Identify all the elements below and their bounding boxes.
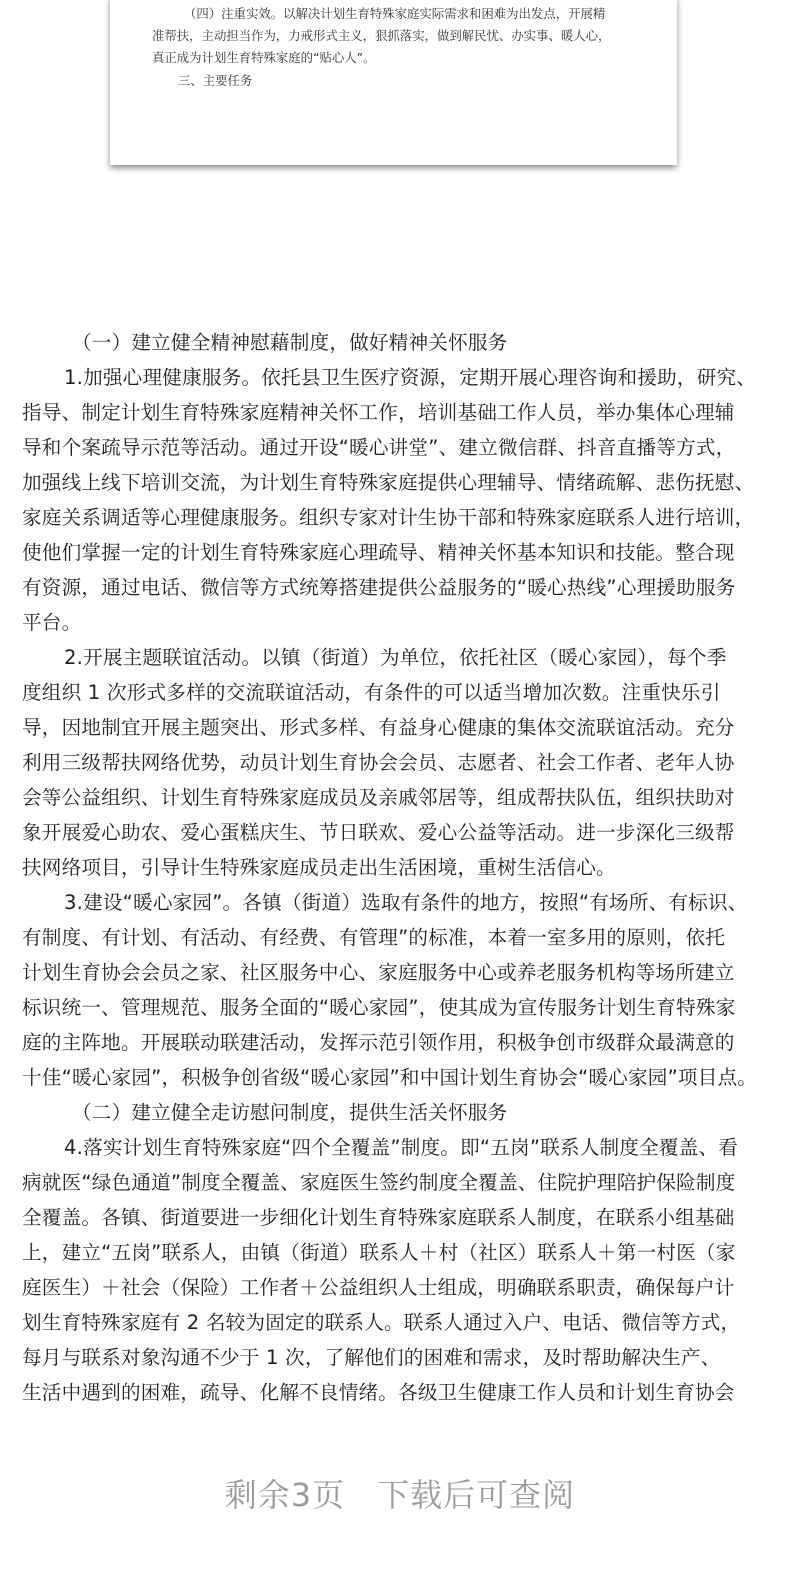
paragraph-line: 划生育特殊家庭有 2 名较为固定的联系人。联系人通过入户、电话、微信等方式， xyxy=(22,1311,741,1334)
paragraph xyxy=(22,885,792,1095)
remaining-pages-notice[interactable] xyxy=(0,1470,800,1516)
paragraph-line: 4.落实计划生育特殊家庭“四个全覆盖”制度。即“五岗”联系人制度全覆盖、看 xyxy=(64,1136,739,1159)
paragraph-line: 利用三级帮扶网络优势，动员计划生育协会会员、志愿者、社会工作者、老年人协 xyxy=(22,751,735,774)
paragraph-line: 庭的主阵地。开展联动联建活动，发挥示范引领作用，积极争创市级群众最满意的 xyxy=(22,1031,735,1054)
paragraph-line: 全覆盖。各镇、街道要进一步细化计划生育特殊家庭联系人制度，在联系小组基础 xyxy=(22,1206,735,1229)
paragraph-line: 指导、制定计划生育特殊家庭精神关怀工作，培训基础工作人员，举办集体心理辅 xyxy=(22,401,735,424)
paragraph-line: 上，建立“五岗”联系人，由镇（街道）联系人＋村（社区）联系人＋第一村医（家 xyxy=(22,1241,736,1264)
download-hint-label: 下载后可查阅 xyxy=(377,1476,576,1514)
paragraph-line: 平台。 xyxy=(22,611,82,634)
paragraph-line: 计划生育协会会员之家、社区服务中心、家庭服务中心或养老服务机构等场所建立 xyxy=(22,961,735,984)
paragraph-line: 每月与联系对象沟通不少于 1 次，了解他们的困难和需求，及时帮助解决生产、 xyxy=(22,1346,721,1369)
section-heading xyxy=(22,1095,792,1130)
heading-text: （二）建立健全走访慰问制度，提供生活关怀服务 xyxy=(72,1101,508,1124)
paragraph-line: 1.加强心理健康服务。依托县卫生医疗资源，定期开展心理咨询和援助，研究、 xyxy=(64,366,757,389)
paragraph-line: 度组织 1 次形式多样的交流联谊活动，有条件的可以适当增加次数。注重快乐引 xyxy=(22,681,721,704)
paragraph-line: 病就医“绿色通道”制度全覆盖、家庭医生签约制度全覆盖、住院护理陪护保险制度 xyxy=(22,1171,736,1194)
paragraph-line: 家庭关系调适等心理健康服务。组织专家对计生协干部和特殊家庭联系人进行培训， xyxy=(22,506,755,529)
preview-line: 真正成为计划生育特殊家庭的“贴心人”。 xyxy=(152,50,376,65)
previous-page-preview xyxy=(110,0,677,165)
paragraph-line: 标识统一、管理规范、服务全面的“暖心家园”，使其成为宣传服务计划生育特殊家 xyxy=(22,996,736,1019)
paragraph-line: 扶网络项目，引导计生特殊家庭成员走出生活困境，重树生活信心。 xyxy=(22,856,616,879)
preview-line: （四）注重实效。以解决计划生育特殊家庭实际需求和困难为出发点，开展精 xyxy=(184,6,606,21)
heading-text: （一）建立健全精神慰藉制度，做好精神关怀服务 xyxy=(72,331,508,354)
paragraph-line: 导，因地制宜开展主题突出、形式多样、有益身心健康的集体交流联谊活动。充分 xyxy=(22,716,735,739)
preview-line: 准帮扶，主动担当作为，力戒形式主义，狠抓落实，做到解民忧、办实事、暖人心， xyxy=(152,28,611,43)
paragraph xyxy=(22,1130,792,1410)
paragraph-line: 2.开展主题联谊活动。以镇（街道）为单位，依托社区（暖心家园），每个季 xyxy=(64,646,727,669)
paragraph-line: 会等公益组织、计划生育特殊家庭成员及亲戚邻居等，组成帮扶队伍，组织扶助对 xyxy=(22,786,735,809)
paragraph xyxy=(22,640,792,885)
remaining-pages-label: 剩余3页 xyxy=(224,1476,346,1514)
paragraph-line: 导和个案疏导示范等活动。通过开设“暖心讲堂”、建立微信群、抖音直播等方式， xyxy=(22,436,736,459)
section-heading xyxy=(22,325,792,360)
paragraph-line: 使他们掌握一定的计划生育特殊家庭心理疏导、精神关怀基本知识和技能。整合现 xyxy=(22,541,735,564)
paragraph-line: 加强线上线下培训交流，为计划生育特殊家庭提供心理辅导、情绪疏解、悲伤抚慰、 xyxy=(22,471,755,494)
paragraph-line: 3.建设“暖心家园”。各镇（街道）选取有条件的地方，按照“有场所、有标识、 xyxy=(64,891,748,914)
paragraph-line: 有制度、有计划、有活动、有经费、有管理”的标准，本着一室多用的原则，依托 xyxy=(22,926,726,949)
paragraph-line: 有资源，通过电话、微信等方式统筹搭建提供公益服务的“暖心热线”心理援助服务 xyxy=(22,576,736,599)
paragraph-line: 生活中遇到的困难，疏导、化解不良情绪。各级卫生健康工作人员和计划生育协会 xyxy=(22,1381,735,1404)
document-body xyxy=(22,325,792,1410)
preview-section-heading: 三、主要任务 xyxy=(178,73,253,88)
paragraph-line: 象开展爱心助农、爱心蛋糕庆生、节日联欢、爱心公益等活动。进一步深化三级帮 xyxy=(22,821,735,844)
paragraph-line: 十佳“暖心家园”，积极争创省级“暖心家园”和中国计划生育协会“暖心家园”项目点。 xyxy=(22,1066,758,1089)
paragraph-line: 庭医生）＋社会（保险）工作者＋公益组织人士组成，明确联系职责，确保每户计 xyxy=(22,1276,735,1299)
paragraph xyxy=(22,360,792,640)
